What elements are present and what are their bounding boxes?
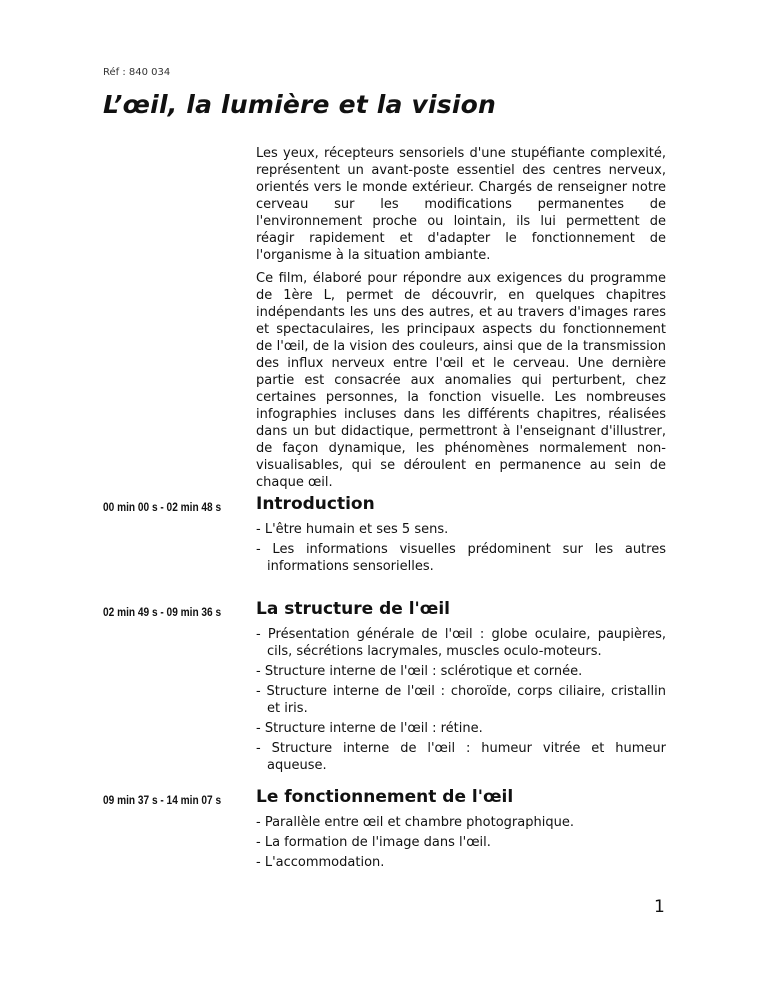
page-number: 1 <box>654 897 665 917</box>
page-title: L’œil, la lumière et la vision <box>103 90 497 119</box>
section-title: La structure de l'œil <box>256 599 450 619</box>
section-items <box>256 626 666 777</box>
section-items <box>256 814 666 874</box>
list-item: - Structure interne de l'œil : rétine. <box>256 721 483 736</box>
list-item: - Structure interne de l'œil : sclérotique et cornée. <box>256 664 583 679</box>
list-item: - Parallèle entre œil et chambre photographique. <box>256 815 574 830</box>
intro-text <box>256 145 666 497</box>
section-time: 09 min 37 s - 14 min 07 s <box>103 795 222 807</box>
intro-paragraph-2: Ce film, élaboré pour répondre aux exigences du programme de 1ère L, permet de découvrir, en quelques chapitres indépendants les uns des autres, et au travers d'images rares et spectaculaires, les principaux aspects du fonctionnement de l'œil, de la vision des couleurs, ainsi que de la transmission des influx nerveux entre l'œil et le cerveau. Une dernière partie est consacrée aux anomalies qui perturbent, chez certaines personnes, la fonction visuelle. Les nombreuses infographies incluses dans les différents chapitres, réalisées dans un but didactique, permettront à l'enseignant d'illustrer, de façon dynamique, les phénomènes normalement non-visualisables, qui se déroulent en permanence au sein de chaque œil. <box>256 271 666 490</box>
list-item: - L'accommodation. <box>256 855 385 870</box>
list-item: - Les informations visuelles prédominent sur les autres informations sensorielles. <box>256 542 666 574</box>
list-item: - Structure interne de l'œil : choroïde, corps ciliaire, cristallin et iris. <box>256 684 666 716</box>
reference-number: Réf : 840 034 <box>103 67 171 78</box>
list-item: - Présentation générale de l'œil : globe oculaire, paupières, cils, sécrétions lacrymales, muscles oculo-moteurs. <box>256 627 666 659</box>
list-item: - L'être humain et ses 5 sens. <box>256 522 449 537</box>
list-item: - La formation de l'image dans l'œil. <box>256 835 491 850</box>
intro-paragraph-1: Les yeux, récepteurs sensoriels d'une stupéfiante complexité, représentent un avant-poste essentiel des centres nerveux, orientés vers le monde extérieur. Chargés de renseigner notre cerveau sur les modifications permanentes de l'environnement proche ou lointain, ils lui permettent de réagir rapidement et d'adapter le fonctionnement de l'organisme à la situation ambiante. <box>256 146 666 263</box>
section-title: Le fonctionnement de l'œil <box>256 787 514 807</box>
section-time: 00 min 00 s - 02 min 48 s <box>103 502 222 514</box>
section-title: Introduction <box>256 494 375 514</box>
section-time: 02 min 49 s - 09 min 36 s <box>103 607 222 619</box>
section-items <box>256 521 666 578</box>
list-item: - Structure interne de l'œil : humeur vitrée et humeur aqueuse. <box>256 741 666 773</box>
